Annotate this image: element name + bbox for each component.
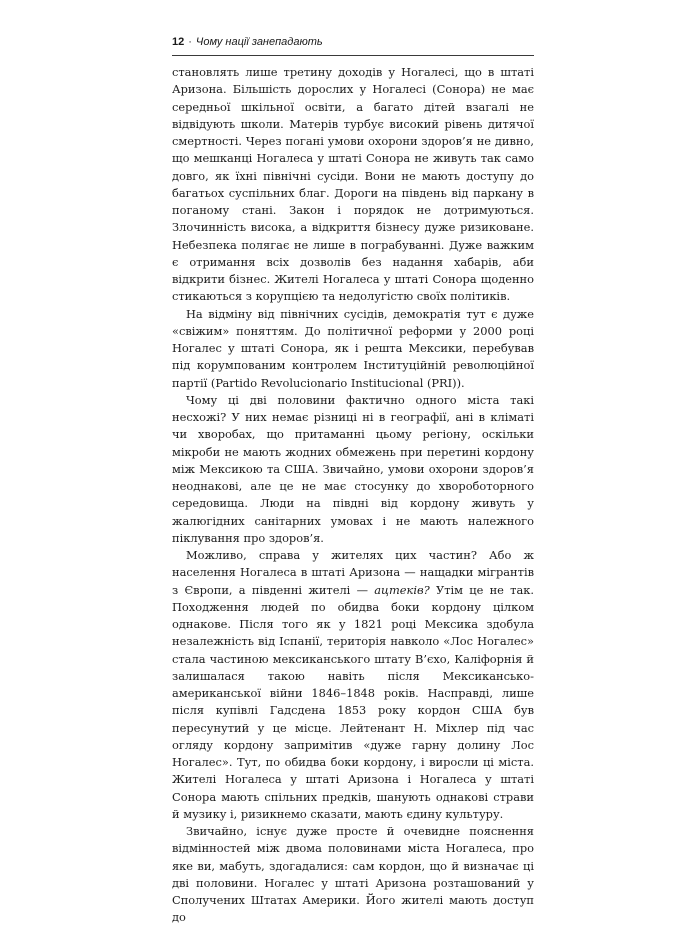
- paragraph: [172, 64, 534, 306]
- text-run: становлять лише третину доходів у Ногалесі, що в штаті Аризона. Більшість дорослих у Ногалесі (Сонора) не має середньої шкільної освіти, а багато дітей взагалі не відвідують школи. Матерів турбує високий рівень дитячої смертності. Через погані умови охорони здоров’я не дивно, що мешканці Ногалеса у штаті Сонора не живуть так само довго, як їхні північні сусіди. Вони не мають доступу до багатьох суспільних благ. Дороги на південь від паркану в поганому стані. Закон і порядок не дотримуються. Злочинність висока, а відкриття бізнесу дуже ризиковане. Небезпека полягає не лише в пограбуванні. Дуже важким є отримання всіх дозволів без надання хабарів, аби відкрити бізнес. Жителі Ногалеса у штаті Сонора щоденно стикаються з корупцією та недолугістю своїх політиків.: [172, 65, 534, 304]
- text-run: Можливо, справа у жителях цих частин? Або ж населення Ногалеса в штаті Аризона — нащадки мігрантів з Європи, а південні жителі —: [172, 548, 534, 597]
- running-header: [172, 36, 536, 54]
- paragraph: [172, 392, 534, 547]
- book-title: Чому нації занепадають: [195, 36, 323, 48]
- text-run: На відміну від північних сусідів, демократія тут є дуже «свіжим» поняттям. До політичної реформи у 2000 році Ногалес у штаті Сонора, як і решта Мексики, перебував під корумпованим контролем Інституційній революційної партії (Partido Revolucionario Institucional (PRI)).: [172, 306, 534, 390]
- paragraph: [172, 823, 534, 927]
- page-number: 12: [172, 36, 185, 48]
- italic-run: ацтеків?: [374, 582, 430, 597]
- body-text: [172, 64, 534, 927]
- text-run: Утім це не так. Походження людей по обидва боки кордону цілком однакове. Після того як у 1821 році Мексика здобула незалежність від Іспанії, територія навколо «Лос Ногалес» стала частиною мексиканського штату В’єхо, Каліфорнія й залишалася такою навіть після Мексикансько-американської війни 1846–1848 років. Насправді, лише після купівлі Гадсдена 1853 року кордон США був пересунутий у це місце. Лейтенант Н. Міхлер під час огляду кордону запримітив «дуже гарну долину Лос Ногалес». Тут, по обидва боки кордону, і виросли ці міста. Жителі Ногалеса у штаті Аризона і Ногалеса у штаті Сонора мають спільних предків, шанують однакові страви й музику і, ризикнемо сказати, мають єдину культуру.: [172, 582, 534, 821]
- header-separator: ·: [188, 36, 192, 48]
- header-rule: [172, 55, 534, 56]
- text-run: Звичайно, існує дуже просте й очевидне пояснення відмінностей між двома половинами міста Ногалеса, про яке ви, мабуть, здогадалися: сам кордон, що й визначає ці дві половини. Ногалес у штаті Аризона розташований у Сполучених Штатах Америки. Його жителі мають доступ до: [172, 824, 534, 925]
- text-run: Чому ці дві половини фактично одного міста такі несхожі? У них немає різниці ні в географії, ані в кліматі чи хворобах, що притаманні цьому регіону, оскільки мікроби не мають жодних обмежень при перетині кордону між Мексикою та США. Звичайно, умови охорони здоров’я неоднакові, але це не має стосунку до хвороботорного середовища. Люди на півдні від кордону живуть у жалюгідних санітарних умовах і не мають належного піклування про здоров’я.: [172, 392, 534, 545]
- paragraph: [172, 306, 534, 392]
- paragraph: [172, 547, 534, 823]
